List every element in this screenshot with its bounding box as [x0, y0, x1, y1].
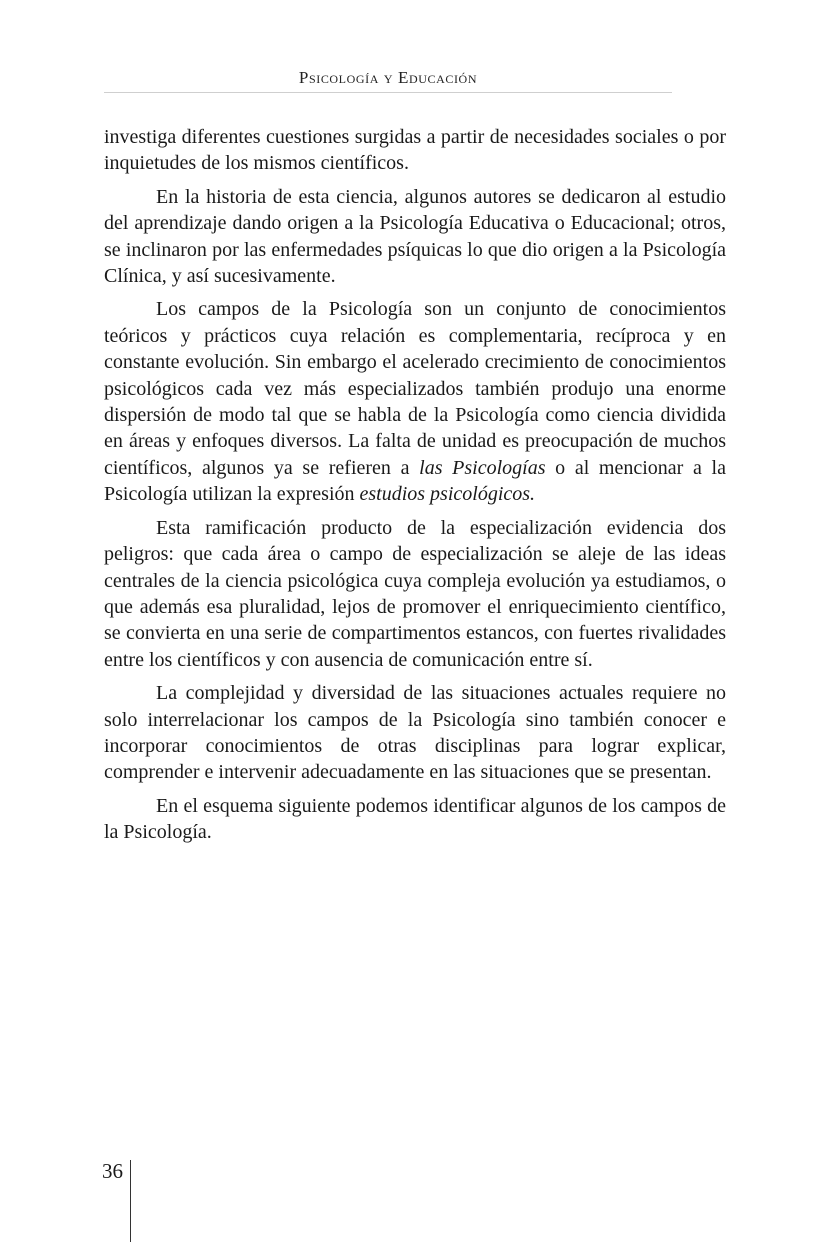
italic-term-las-psicologias: las Psicologías	[419, 456, 546, 479]
paragraph-1	[104, 124, 726, 177]
running-title: Psicología y Educación	[298, 68, 478, 87]
paragraph-3	[104, 296, 726, 507]
paragraph-5	[104, 680, 726, 786]
paragraph-4-text: Esta ramificación producto de la especialización evidencia dos peligros: que cada área o campo de especialización se aleje de las ideas centrales de la ciencia psicológica cuya compleja evolución ya estudiamos, o que además esa pluralidad, lejos de promover el enriquecimiento científico, se convierta en una serie de compartimentos estancos, con fuertes rivalidades entre los científicos y con ausencia de comunicación entre sí.	[104, 516, 726, 671]
body-text	[104, 124, 726, 853]
paragraph-6	[104, 793, 726, 846]
paragraph-2	[104, 184, 726, 290]
paragraph-6-text: En el esquema siguiente podemos identificar algunos de los campos de la Psicología.	[104, 794, 726, 844]
italic-term-estudios-psicologicos: estudios psicológicos.	[359, 483, 536, 506]
paragraph-4	[104, 515, 726, 673]
paragraph-5-text: La complejidad y diversidad de las situaciones actuales requiere no solo interrelacionar los campos de la Psicología sino también conocer e incorporar conocimientos de otras disciplinas para lograr explicar, comprender e intervenir adecuadamente en las situaciones que se presentan.	[104, 682, 726, 784]
paragraph-3-text-cont: o al mencionar a la Psicología utilizan la expresión	[104, 456, 726, 506]
running-header	[104, 64, 672, 93]
paragraph-1-text: investiga diferentes cuestiones surgidas a partir de necesidades sociales o por inquietudes de los mismos científicos.	[104, 126, 726, 175]
paragraph-3-text: Los campos de la Psicología son un conjunto de conocimientos teóricos y prácticos cuya relación es complementaria, recíproca y en constante evolución. Sin embargo el acelerado crecimiento de conocimientos psicológicos cada vez más especializados también produjo una enorme dispersión de modo tal que se habla de la Psicología como ciencia dividida en áreas y enfoques diversos. La falta de unidad es preocupación de muchos científicos, algunos ya se refieren a	[104, 298, 726, 479]
paragraph-2-text: En la historia de esta ciencia, algunos autores se dedicaron al estudio del aprendizaje dando origen a la Psicología Educativa o Educacional; otros, se inclinaron por las enfermedades psíquicas lo que dio origen a la Psicología Clínica, y así sucesivamente.	[104, 185, 726, 288]
page-number: 36	[102, 1159, 123, 1183]
page-number-rule	[130, 1160, 131, 1242]
